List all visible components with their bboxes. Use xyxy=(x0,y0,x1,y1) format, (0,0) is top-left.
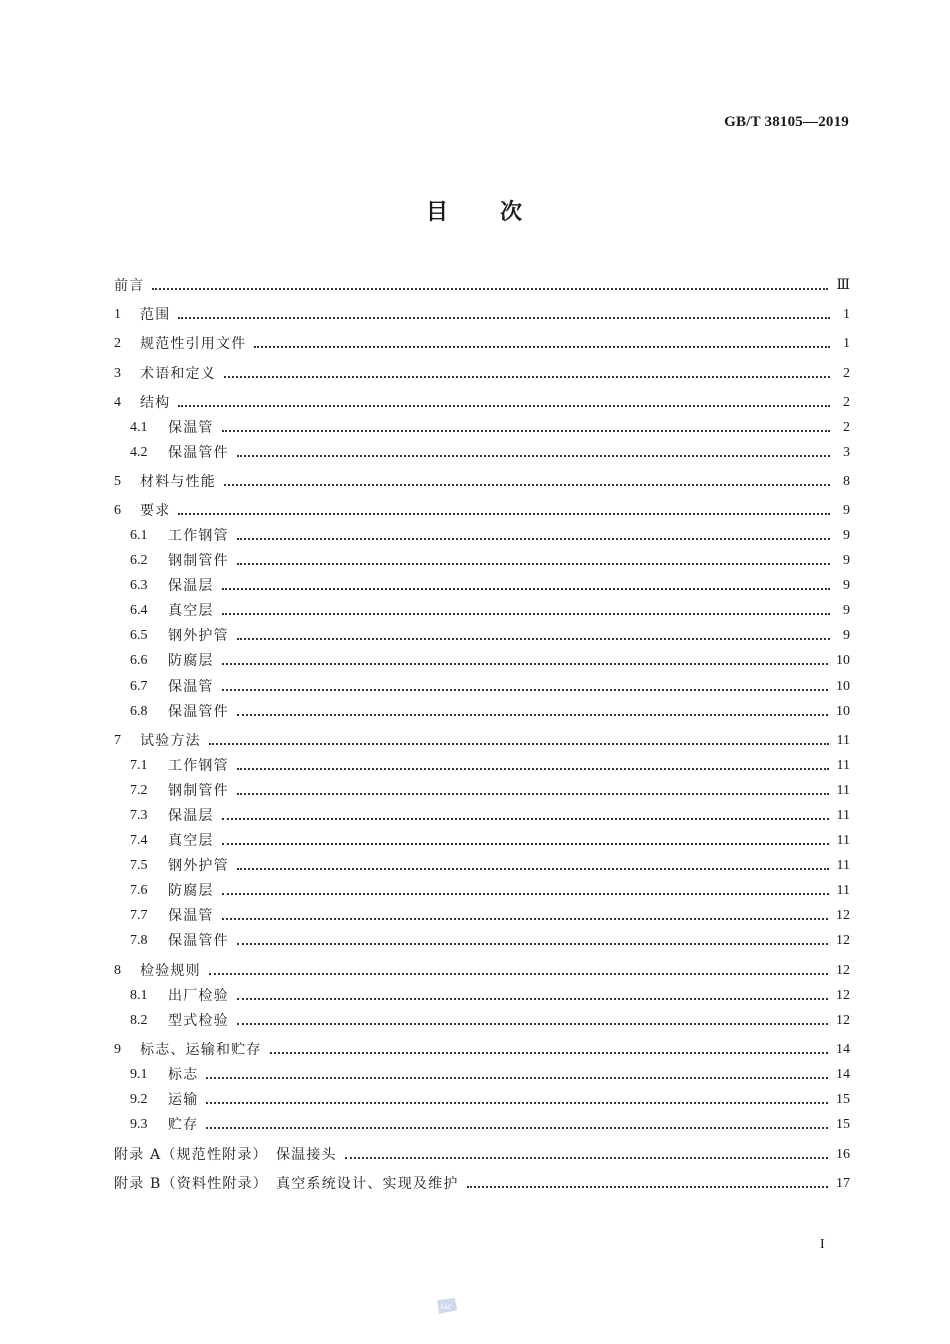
toc-entry-title: 钢制管件 xyxy=(168,553,229,569)
toc-entry-page: 11 xyxy=(836,883,850,898)
toc-entry-title: 钢外护管 xyxy=(168,628,229,644)
toc-entry[interactable] xyxy=(114,361,850,383)
toc-entry-number: 1 xyxy=(114,307,121,322)
toc-leader-dots xyxy=(178,512,830,515)
toc-entry-title: 防腐层 xyxy=(168,653,214,669)
toc-entry[interactable] xyxy=(130,648,850,670)
toc-entry[interactable] xyxy=(130,828,850,850)
toc-entry-title: 要求 xyxy=(140,503,171,519)
toc-entry-title: 试验方法 xyxy=(140,733,201,749)
toc-entry-number: 7.2 xyxy=(130,783,148,798)
toc-entry[interactable] xyxy=(114,331,850,353)
toc-entry-number: 6.3 xyxy=(130,578,148,593)
toc-leader-dots xyxy=(345,1156,828,1159)
toc-entry-page: 12 xyxy=(836,988,850,1003)
toc-leader-dots xyxy=(222,892,829,895)
toc-entry-title: 标志 xyxy=(168,1067,199,1083)
toc-entry-number: 3 xyxy=(114,366,121,381)
toc-entry[interactable] xyxy=(130,1112,850,1134)
toc-entry-number: 9.2 xyxy=(130,1092,148,1107)
toc-entry[interactable] xyxy=(130,878,850,900)
toc-entry-page: Ⅲ xyxy=(836,278,850,293)
toc-entry-page: 11 xyxy=(836,758,850,773)
toc-entry-page: 9 xyxy=(843,553,850,568)
toc-entry-title: 附录 B（资料性附录） 真空系统设计、实现及维护 xyxy=(114,1176,459,1192)
toc-entry-number: 9 xyxy=(114,1042,121,1057)
toc-entry-title: 标志、运输和贮存 xyxy=(140,1042,262,1058)
toc-leader-dots xyxy=(178,316,830,319)
toc-entry[interactable] xyxy=(114,728,850,750)
toc-entry-page: 1 xyxy=(843,307,850,322)
toc-leader-dots xyxy=(237,454,830,457)
sac-watermark-icon xyxy=(433,1296,459,1316)
toc-entry[interactable] xyxy=(130,803,850,825)
toc-entry-number: 8 xyxy=(114,963,121,978)
toc-entry[interactable] xyxy=(130,623,850,645)
toc-entry-page: 2 xyxy=(843,366,850,381)
title-part-2: 次 xyxy=(500,200,525,225)
toc-entry-title: 保温管件 xyxy=(168,933,229,949)
toc-entry-number: 7.1 xyxy=(130,758,148,773)
toc-entry-number: 7.5 xyxy=(130,858,148,873)
toc-leader-dots xyxy=(206,1126,828,1129)
toc-entry-number: 4.2 xyxy=(130,445,148,460)
toc-entry-page: 12 xyxy=(836,1013,850,1028)
toc-leader-dots xyxy=(222,842,829,845)
toc-entry-page: 11 xyxy=(836,808,850,823)
toc-entry-title: 防腐层 xyxy=(168,883,214,899)
toc-entry-page: 11 xyxy=(836,833,850,848)
toc-entry-page: 12 xyxy=(836,933,850,948)
toc-entry-title: 贮存 xyxy=(168,1117,199,1133)
toc-entry-title: 保温管 xyxy=(168,420,214,436)
toc-entry-number: 7.4 xyxy=(130,833,148,848)
toc-entry-number: 6.1 xyxy=(130,528,148,543)
toc-entry-page: 10 xyxy=(836,704,850,719)
toc-leader-dots xyxy=(152,287,828,290)
toc-entry-page: 9 xyxy=(843,528,850,543)
toc-entry-title: 钢外护管 xyxy=(168,858,229,874)
toc-leader-dots xyxy=(222,817,829,820)
toc-leader-dots xyxy=(270,1051,828,1054)
toc-leader-dots xyxy=(237,1022,828,1025)
toc-entry[interactable] xyxy=(114,1142,850,1164)
toc-entry-number: 4.1 xyxy=(130,420,148,435)
toc-entry[interactable] xyxy=(130,1008,850,1030)
toc-entry-title: 保温管 xyxy=(168,908,214,924)
toc-entry-page: 14 xyxy=(836,1042,850,1057)
toc-leader-dots xyxy=(222,612,830,615)
toc-entry-title: 保温层 xyxy=(168,578,214,594)
toc-leader-dots xyxy=(222,688,828,691)
toc-entry-page: 12 xyxy=(836,963,850,978)
toc-entry-number: 7.6 xyxy=(130,883,148,898)
toc-entry[interactable] xyxy=(130,598,850,620)
toc-entry-title: 材料与性能 xyxy=(140,474,216,490)
toc-entry[interactable] xyxy=(130,903,850,925)
toc-entry-title: 真空层 xyxy=(168,603,214,619)
toc-entry-number: 6.4 xyxy=(130,603,148,618)
toc-leader-dots xyxy=(209,742,829,745)
toc-entry-number: 6 xyxy=(114,503,121,518)
toc-entry-page: 9 xyxy=(843,578,850,593)
toc-entry-title: 出厂检验 xyxy=(168,988,229,1004)
toc-entry[interactable] xyxy=(114,302,850,324)
toc-entry-page: 11 xyxy=(836,783,850,798)
toc-leader-dots xyxy=(222,917,828,920)
toc-entry[interactable] xyxy=(114,1037,850,1059)
toc-leader-dots xyxy=(224,483,830,486)
toc-entry-title: 真空层 xyxy=(168,833,214,849)
toc-entry[interactable] xyxy=(130,753,850,775)
toc-leader-dots xyxy=(467,1185,828,1188)
toc-leader-dots xyxy=(254,345,830,348)
toc-entry-title: 附录 A（规范性附录） 保温接头 xyxy=(114,1147,337,1163)
toc-entry-title: 保温管件 xyxy=(168,445,229,461)
toc-entry-page: 10 xyxy=(836,679,850,694)
toc-leader-dots xyxy=(237,792,829,795)
toc-entry[interactable] xyxy=(130,983,850,1005)
toc-leader-dots xyxy=(237,562,830,565)
toc-entry-number: 6.5 xyxy=(130,628,148,643)
toc-entry-page: 2 xyxy=(843,395,850,410)
toc-entry[interactable] xyxy=(130,440,850,462)
toc-entry-page: 8 xyxy=(843,474,850,489)
toc-entry-title: 保温管件 xyxy=(168,704,229,720)
standard-code: GB/T 38105—2019 xyxy=(724,114,849,130)
toc-entry[interactable] xyxy=(130,853,850,875)
toc-entry-page: 9 xyxy=(843,628,850,643)
toc-entry-number: 9.1 xyxy=(130,1067,148,1082)
toc-entry-page: 14 xyxy=(836,1067,850,1082)
toc-entry[interactable] xyxy=(114,958,850,980)
toc-entry-page: 9 xyxy=(843,603,850,618)
toc-leader-dots xyxy=(222,662,828,665)
toc-entry-page: 3 xyxy=(843,445,850,460)
toc-entry[interactable] xyxy=(130,573,850,595)
toc-entry-page: 16 xyxy=(836,1147,850,1162)
toc-entry-number: 6.7 xyxy=(130,679,148,694)
toc-entry[interactable] xyxy=(130,415,850,437)
toc-entry-title: 范围 xyxy=(140,307,171,323)
toc-entry-number: 6.6 xyxy=(130,653,148,668)
toc-entry[interactable] xyxy=(130,699,850,721)
toc-entry-title: 型式检验 xyxy=(168,1013,229,1029)
toc-entry-title: 术语和定义 xyxy=(140,366,216,382)
toc-entry[interactable] xyxy=(114,469,850,491)
toc-entry-title: 工作钢管 xyxy=(168,528,229,544)
toc-entry[interactable] xyxy=(130,928,850,950)
toc-entry-number: 7.3 xyxy=(130,808,148,823)
toc-entry-page: 15 xyxy=(836,1092,850,1107)
toc-entry-number: 4 xyxy=(114,395,121,410)
toc-entry-page: 1 xyxy=(843,336,850,351)
toc-leader-dots xyxy=(237,537,830,540)
toc-leader-dots xyxy=(237,997,828,1000)
toc-leader-dots xyxy=(237,713,828,716)
svg-text:SAC: SAC xyxy=(439,1304,453,1311)
toc-entry-number: 6.2 xyxy=(130,553,148,568)
toc-leader-dots xyxy=(206,1101,828,1104)
toc-entry-number: 7.7 xyxy=(130,908,148,923)
toc-entry-title: 结构 xyxy=(140,395,171,411)
toc-entry-page: 11 xyxy=(836,858,850,873)
toc-entry[interactable] xyxy=(114,390,850,412)
toc-leader-dots xyxy=(237,867,829,870)
toc-entry-title: 钢制管件 xyxy=(168,783,229,799)
toc-entry[interactable] xyxy=(130,1087,850,1109)
toc-entry-page: 10 xyxy=(836,653,850,668)
toc-entry-title: 规范性引用文件 xyxy=(140,336,247,352)
toc-entry-page: 2 xyxy=(843,420,850,435)
toc-leader-dots xyxy=(178,404,830,407)
toc-entry[interactable] xyxy=(114,1171,850,1193)
toc-entry[interactable] xyxy=(130,548,850,570)
toc-entry-number: 2 xyxy=(114,336,121,351)
toc-entry[interactable] xyxy=(130,778,850,800)
toc-entry-number: 9.3 xyxy=(130,1117,148,1132)
toc-leader-dots xyxy=(222,587,830,590)
toc-entry[interactable] xyxy=(130,674,850,696)
toc-entry-number: 7 xyxy=(114,733,121,748)
toc-entry-title: 保温管 xyxy=(168,679,214,695)
toc-entry-title: 前言 xyxy=(114,278,145,294)
toc-entry-number: 5 xyxy=(114,474,121,489)
toc-entry-number: 8.1 xyxy=(130,988,148,1003)
toc-leader-dots xyxy=(237,767,829,770)
toc-entry-number: 6.8 xyxy=(130,704,148,719)
toc-entry-number: 7.8 xyxy=(130,933,148,948)
toc-leader-dots xyxy=(237,942,828,945)
toc-leader-dots xyxy=(224,375,830,378)
toc-entry-title: 工作钢管 xyxy=(168,758,229,774)
title-part-1: 目 xyxy=(425,200,450,225)
toc-entry-number: 8.2 xyxy=(130,1013,148,1028)
toc-entry-page: 17 xyxy=(836,1176,850,1191)
toc-leader-dots xyxy=(209,972,828,975)
toc-entry-page: 11 xyxy=(836,733,850,748)
toc-entry-title: 保温层 xyxy=(168,808,214,824)
toc-entry-page: 12 xyxy=(836,908,850,923)
toc-entry[interactable] xyxy=(114,273,850,295)
toc-entry[interactable] xyxy=(114,498,850,520)
toc-entry[interactable] xyxy=(130,523,850,545)
toc-entry-page: 15 xyxy=(836,1117,850,1132)
toc-entry-page: 9 xyxy=(843,503,850,518)
toc-leader-dots xyxy=(222,429,830,432)
toc-leader-dots xyxy=(206,1076,828,1079)
page-number: I xyxy=(820,1237,825,1252)
toc-entry[interactable] xyxy=(130,1062,850,1084)
toc-entry-title: 运输 xyxy=(168,1092,199,1108)
toc-entry-title: 检验规则 xyxy=(140,963,201,979)
toc-leader-dots xyxy=(237,637,830,640)
